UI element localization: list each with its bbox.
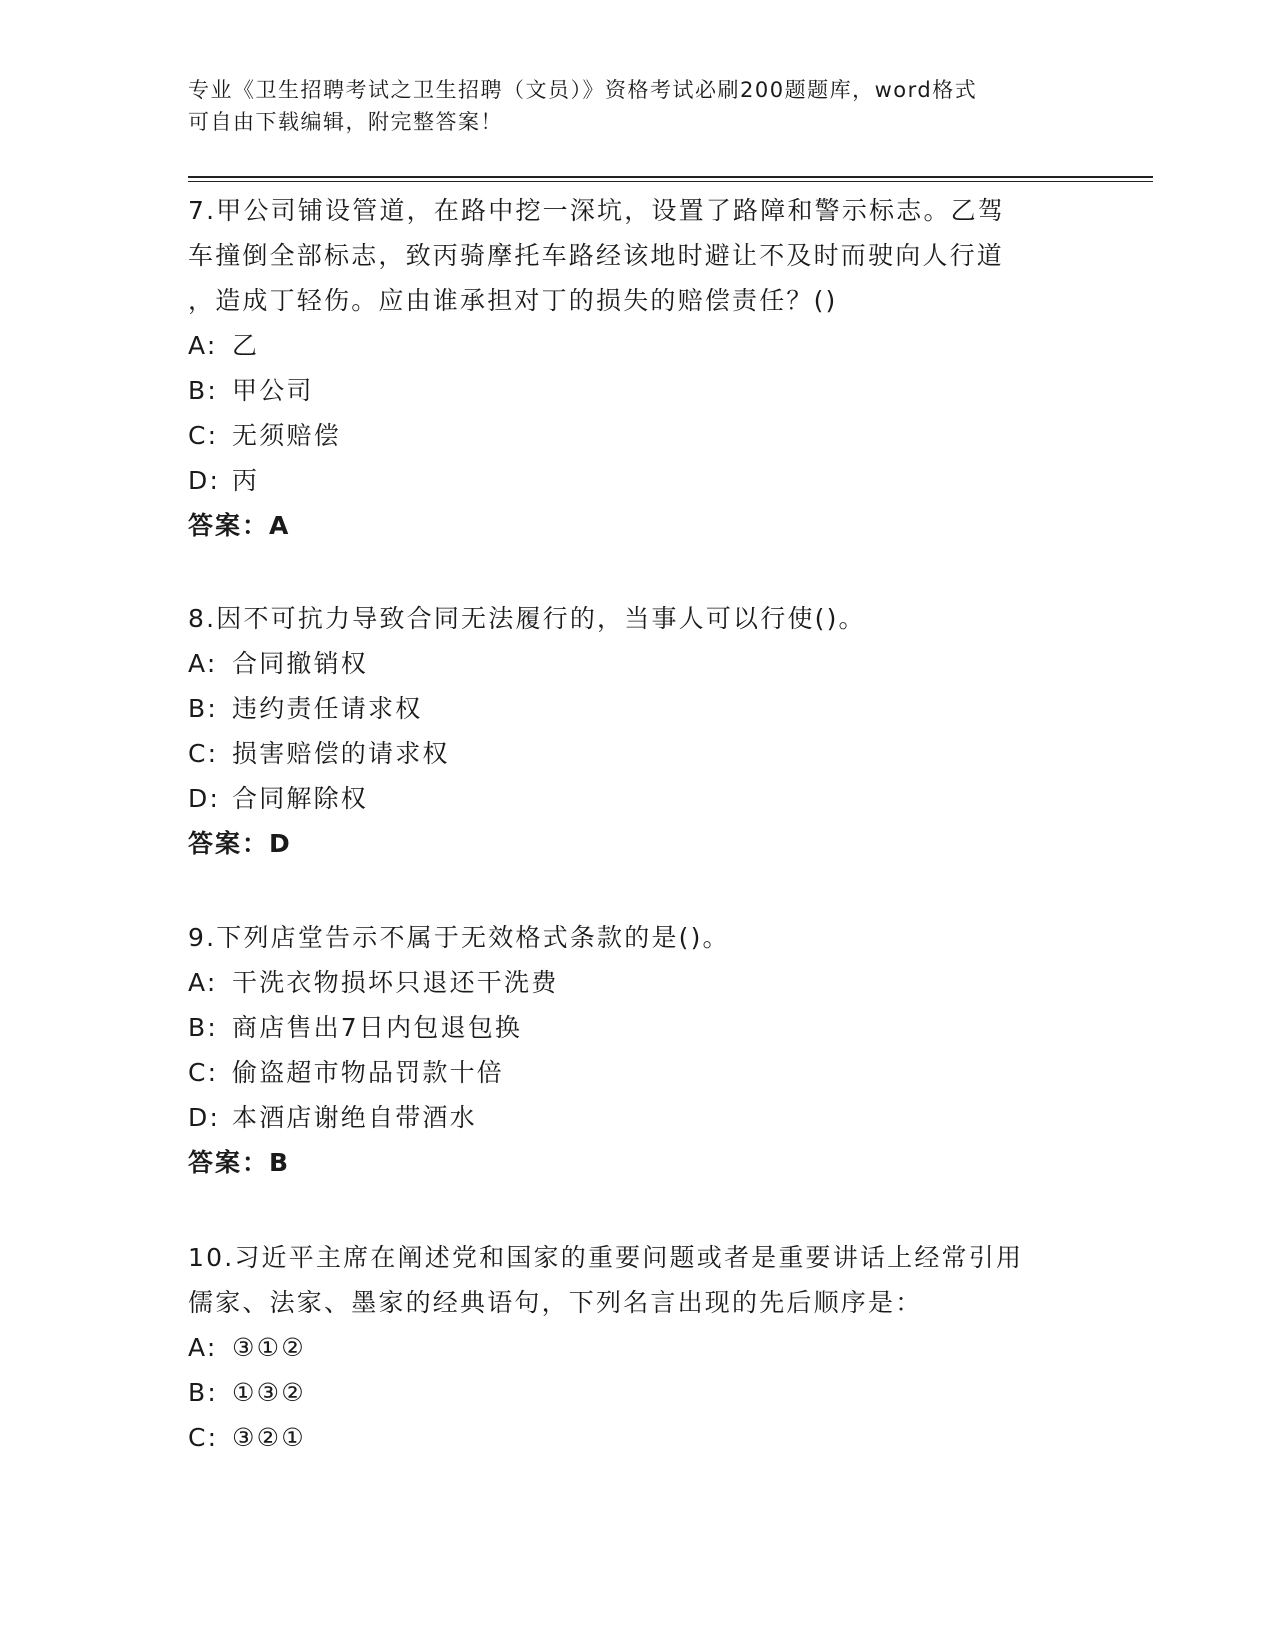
option-d <box>188 776 1068 821</box>
option-key: B: <box>188 1378 218 1407</box>
question-stem-line: 车撞倒全部标志，致丙骑摩托车路经该地时避让不及时而驶向人行道 <box>188 241 1005 270</box>
option-text: 违约责任请求权 <box>232 694 423 723</box>
option-key: D: <box>188 1103 221 1132</box>
question-stem-line: 10.习近平主席在阐述党和国家的重要问题或者是重要讲话上经常引用 <box>188 1243 1024 1272</box>
option-text: ①③② <box>232 1378 306 1407</box>
option-text: 干洗衣物损坏只退还干洗费 <box>232 968 559 997</box>
option-d <box>188 458 1068 503</box>
option-text: 甲公司 <box>232 376 314 405</box>
option-b <box>188 368 1068 413</box>
option-text: 商店售出7日内包退包换 <box>232 1013 523 1042</box>
question-8 <box>188 596 1068 866</box>
option-b <box>188 1370 1068 1415</box>
option-key: B: <box>188 694 218 723</box>
option-key: A: <box>188 1333 218 1362</box>
question-stem-line: 9.下列店堂告示不属于无效格式条款的是()。 <box>188 923 730 952</box>
answer: 答案：D <box>188 829 292 858</box>
option-key: B: <box>188 376 218 405</box>
question-10 <box>188 1235 1068 1460</box>
option-c <box>188 731 1068 776</box>
option-text: 损害赔偿的请求权 <box>232 739 450 768</box>
answer: 答案：B <box>188 1148 291 1177</box>
option-key: D: <box>188 466 221 495</box>
option-key: D: <box>188 784 221 813</box>
question-stem-line: ，造成丁轻伤。应由谁承担对丁的损失的赔偿责任？() <box>188 286 838 315</box>
option-a <box>188 323 1068 368</box>
option-a <box>188 641 1068 686</box>
answer: 答案：A <box>188 511 291 540</box>
option-c <box>188 1050 1068 1095</box>
question-7 <box>188 188 1068 548</box>
option-key: C: <box>188 1058 219 1087</box>
option-b <box>188 1005 1068 1050</box>
option-text: 合同撤销权 <box>232 649 369 678</box>
question-stem-line: 8.因不可抗力导致合同无法履行的，当事人可以行使()。 <box>188 604 866 633</box>
option-a <box>188 960 1068 1005</box>
option-key: A: <box>188 331 218 360</box>
option-c <box>188 413 1068 458</box>
question-stem-line: 儒家、法家、墨家的经典语句，下列名言出现的先后顺序是： <box>188 1288 923 1317</box>
option-key: C: <box>188 1423 219 1452</box>
option-text: ③②① <box>232 1423 306 1452</box>
option-text: ③①② <box>232 1333 306 1362</box>
option-c <box>188 1415 1068 1460</box>
option-key: B: <box>188 1013 218 1042</box>
header-line-1: 专业《卫生招聘考试之卫生招聘（文员）》资格考试必刷200题题库，word格式 <box>188 78 978 102</box>
option-d <box>188 1095 1068 1140</box>
option-text: 合同解除权 <box>232 784 369 813</box>
header-divider-thick <box>188 176 1153 178</box>
option-key: C: <box>188 421 219 450</box>
option-key: C: <box>188 739 219 768</box>
option-b <box>188 686 1068 731</box>
option-text: 本酒店谢绝自带酒水 <box>232 1103 477 1132</box>
question-9 <box>188 915 1068 1185</box>
question-stem-line: 7.甲公司铺设管道，在路中挖一深坑，设置了路障和警示标志。乙驾 <box>188 196 1006 225</box>
document-header <box>188 74 1088 138</box>
option-text: 丙 <box>232 466 260 495</box>
option-text: 偷盗超市物品罚款十倍 <box>232 1058 505 1087</box>
option-text: 乙 <box>232 331 260 360</box>
header-line-2: 可自由下载编辑，附完整答案！ <box>188 110 503 134</box>
option-key: A: <box>188 968 218 997</box>
option-key: A: <box>188 649 218 678</box>
header-divider-thin <box>188 181 1153 182</box>
option-a <box>188 1325 1068 1370</box>
option-text: 无须赔偿 <box>232 421 341 450</box>
